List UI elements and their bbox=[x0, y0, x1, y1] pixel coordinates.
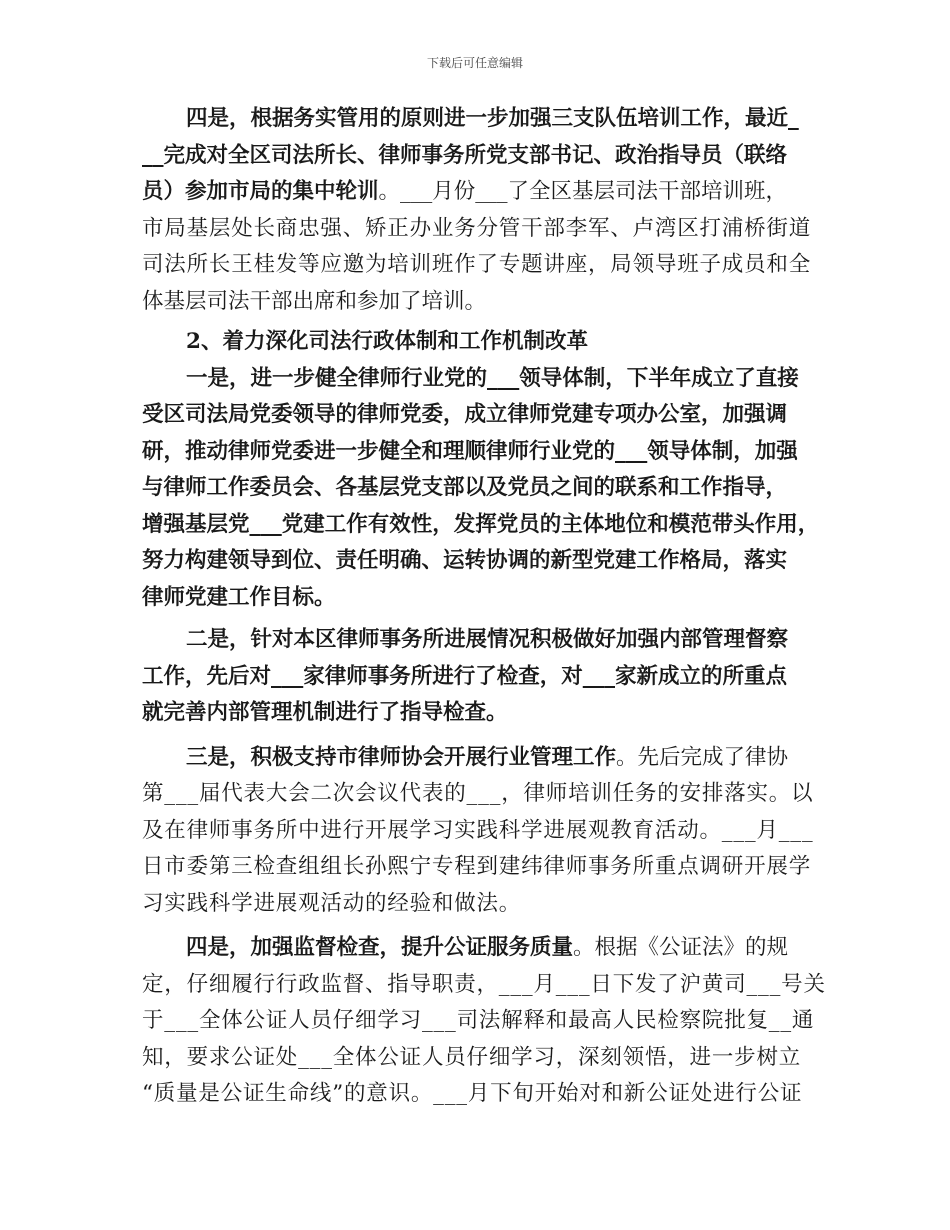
text-line bbox=[142, 397, 824, 434]
bold-run: 研，推动律师党委进一步健全和理顺律师行业党的___领导体制，加强 bbox=[142, 438, 798, 464]
text-line bbox=[142, 247, 824, 284]
text-line bbox=[142, 284, 824, 321]
text-line bbox=[142, 324, 824, 361]
text-line bbox=[142, 740, 824, 777]
text-line bbox=[142, 470, 824, 507]
text-line bbox=[142, 211, 824, 248]
text-run: 定，仔细履行行政监督、指导职责，___月___日下发了沪黄司___号关 bbox=[142, 971, 826, 997]
text-line bbox=[142, 543, 824, 580]
text-line bbox=[142, 138, 824, 175]
section-heading bbox=[142, 324, 824, 361]
text-run: 市局基层处长商忠强、矫正办业务分管干部李军、卢湾区打浦桥街道 bbox=[142, 215, 812, 241]
bold-run: 努力构建领导到位、责任明确、运转协调的新型党建工作格局，落实 bbox=[142, 548, 788, 573]
bold-run: 二是，针对本区律师事务所进展情况积极做好加强内部管理督察 bbox=[186, 627, 789, 652]
bold-run: 四是，加强监督检查，提升公证服务质量 bbox=[186, 935, 574, 960]
text-line bbox=[142, 434, 824, 471]
text-line bbox=[142, 101, 824, 138]
bold-run: __完成对全区司法所长、律师事务所党支部书记、政治指导员（联络 bbox=[142, 142, 788, 168]
text-run: “质量是公证生命线”的意识。___月下旬开始对和新公证处进行公证 bbox=[142, 1081, 803, 1106]
text-line bbox=[142, 886, 824, 923]
bold-run: 增强基层党___党建工作有效性，发挥党员的主体地位和模范带头作用， bbox=[142, 511, 820, 537]
bold-run: 四是，根据务实管用的原则进一步加强三支队伍培训工作，最近_ bbox=[186, 106, 799, 131]
paragraph bbox=[142, 740, 824, 923]
text-line bbox=[142, 776, 824, 813]
text-run: 第___届代表大会二次会议代表的___，律师培训任务的安排落实。以 bbox=[142, 781, 814, 806]
text-line bbox=[142, 967, 824, 1004]
bold-run: 一是，进一步健全律师行业党的___领导体制，下半年成立了直接 bbox=[186, 365, 799, 391]
text-run: 司法所长王桂发等应邀为培训班作了专题讲座，局领导班子成员和全 bbox=[142, 252, 812, 277]
text-run: 日市委第三检查组组长孙熙宁专程到建纬律师事务所重点调研开展学 bbox=[142, 854, 812, 879]
text-line bbox=[142, 622, 824, 659]
text-line bbox=[142, 174, 824, 211]
bold-run: 受区司法局党委领导的律师党委，成立律师党建专项办公室，加强调 bbox=[142, 402, 788, 427]
paragraph bbox=[142, 930, 824, 1113]
paragraph bbox=[142, 101, 824, 320]
bold-run: 工作，先后对___家律师事务所进行了检查，对___家新成立的所重点 bbox=[142, 663, 788, 689]
text-line bbox=[142, 695, 824, 732]
text-line bbox=[142, 580, 824, 617]
paragraph bbox=[142, 622, 824, 732]
document-body bbox=[142, 101, 824, 1113]
text-run: 。___月份___了全区基层司法干部培训班， bbox=[378, 179, 788, 204]
text-line bbox=[142, 507, 824, 544]
text-line bbox=[142, 849, 824, 886]
bold-run: 就完善内部管理机制进行了指导检查。 bbox=[142, 700, 508, 725]
text-line bbox=[142, 659, 824, 696]
text-run: 于___全体公证人员仔细学习___司法解释和最高人民检察院批复__通 bbox=[142, 1008, 815, 1033]
bold-run: 2、着力深化司法行政体制和工作机制改革 bbox=[186, 329, 588, 354]
bold-run: 员）参加市局的集中轮训 bbox=[142, 179, 379, 204]
text-run: 知，要求公证处___全体公证人员仔细学习，深刻领悟，进一步树立 bbox=[142, 1044, 802, 1070]
paragraph bbox=[142, 361, 824, 617]
bold-run: 律师党建工作目标。 bbox=[142, 584, 336, 610]
bold-run: 三是，积极支持市律师协会开展行业管理工作 bbox=[186, 744, 617, 770]
text-run: 。根据《公证法》的规 bbox=[573, 935, 789, 960]
text-run: 及在律师事务所中进行开展学习实践科学进展观教育活动。___月___ bbox=[142, 817, 814, 843]
text-line bbox=[142, 1076, 824, 1113]
bold-run: 与律师工作委员会、各基层党支部以及党员之间的联系和工作指导， bbox=[142, 475, 788, 500]
text-line bbox=[142, 930, 824, 967]
text-run: 。先后完成了律协 bbox=[616, 744, 789, 770]
text-line bbox=[142, 813, 824, 850]
text-run: 体基层司法干部出席和参加了培训。 bbox=[142, 288, 487, 314]
text-run: 习实践科学进展观活动的经验和做法。 bbox=[142, 890, 522, 916]
text-line bbox=[142, 361, 824, 398]
text-line bbox=[142, 1040, 824, 1077]
page-header-watermark: 下载后可任意编辑 bbox=[426, 56, 523, 70]
text-line bbox=[142, 1003, 824, 1040]
